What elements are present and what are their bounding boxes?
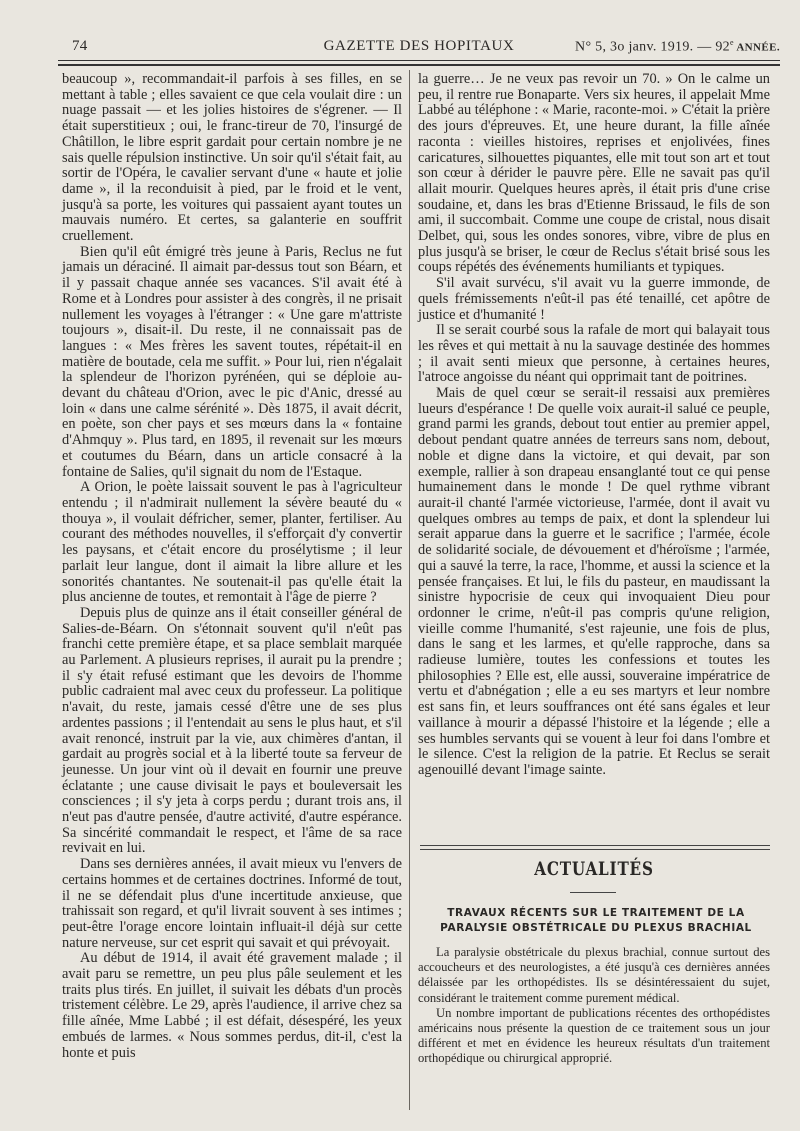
left-paragraph: Depuis plus de quinze ans il était conseiller général de Salies-de-Béarn. On s'étonnait souvent qu'il n'eût pas franchi cette première étape, et sa place semblait marquée au Parlement. A plusieurs reprises, il aurait pu la prendre ; il s'y était refusé estimant que les devoirs de l'homme public cadraient mal avec ceux du professeur. La politique n'avait, du reste, jamais cessé d'être une de ses plus ardentes passions ; il l'entendait au sens le plus haut, et s'il avait renoncé, instruit par la vie, aux chimères d'antan, il gardait au progrès social et à la liberté toute sa ferveur de jeunesse. Un jour vint où il devait en fournir une preuve éclatante ; une cause divisait le pays et bouleversait les consciences ; il s'y jeta à corps perdu ; durant trois ans, il n'eut pas d'autre pensée, d'autre activité, d'autre espérance. Sa sincérité commandait le respect, et l'âme de sa race revivait en lui. [62, 604, 402, 857]
right-paragraph: la guerre… Je ne veux pas revoir un 70. » On le calme un peu, il rentre rue Bonaparte. Vers six heures, il appelait Mme Labbé au téléphone : « Marie, raconte-moi. » C'était la prière des jours d'épreuves. Et, une heure durant, la fille aînée raconta : vieilles histoires, reprises et enjolivées, fines caricatures, silhouettes piquantes, elle mit tout son art et tout son cœur à dérider le pauvre père. Elle ne savait pas qu'il allait mourir. Quelques heures après, il était pris d'une crise soudaine, et, dans les bras d'Etienne Brissaud, le fils de son ami, il succombait. Comme une coupe de cristal, nous disait Delbet, qui, sous les ondes sonores, vibre, vibre de plus en plus jusqu'à se briser, le cœur de Reclus s'était brisé sous les coups répétés des événements humiliants et typiques. [418, 71, 770, 276]
header-rule-thick [58, 64, 780, 66]
left-paragraph: Dans ses dernières années, il avait mieux vu l'envers de certains hommes et de certaines doctrines. Informé de tout, il ne se défendait plus d'une incertitude anxieuse, que trahissait son regard, et qu'il livrait souvent à ses intimes ; peut-être l'orage encore lointain influait-il déjà sur cette nature nerveuse, sur cet esprit qui savait et qui prévoyait. [62, 856, 402, 951]
page-number: 74 [72, 38, 88, 54]
issue-date-suffix: ANNÉE. [733, 41, 780, 54]
issue-date [575, 38, 780, 56]
issue-date-sup: e [729, 38, 734, 47]
section-heading: ACTUALITÉS [534, 858, 654, 880]
journal-title: GAZETTE DES HOPITAUX [323, 38, 515, 54]
right-paragraph: S'il avait survécu, s'il avait vu la guerre immonde, de quels frémissements n'eût-il pas été tenaillé, cet apôtre de justice et d'humanité ! [418, 275, 770, 323]
left-paragraph: Bien qu'il eût émigré très jeune à Paris, Reclus ne fut jamais un déraciné. Il aimait par-dessus tout son Béarn, et il y passait chaque année ses vacances. S'il avait été à Rome et à Londres pour assister à des congrès, il ne prisait nullement les voyages à l'étranger : « Une gare m'attriste toujours », disait-il. Du reste, il ne connaissait pas de langues : « Mes frères les savent toutes, répétait-il en matière de boutade, cela me suffit. » Pour lui, rien n'égalait la splendeur de l'horizon pyrénéen, qui se déploie au-devant du château d'Orion, avec le pic d'Anic, dressé au loin « dans une calme sérénité ». Dès 1875, il avait décrit, en poète, son cher pays et ses mœurs dans la « fontaine d'Ahmquy ». Plus tard, en 1895, il revenait sur les mœurs et coutumes du Béarn, dans un article consacré à la fontaine de Salies, qu'il signait du nom de l'Estaque. [62, 243, 402, 480]
article-title: TRAVAUX RÉCENTS SUR LE TRAITEMENT DE LA PARALYSIE OBSTÉTRICALE DU PLEXUS BRACHIAL [440, 907, 752, 934]
heading-rule [570, 892, 616, 893]
article-paragraph: Un nombre important de publications récentes des orthopédistes américains nous présente la question de ce traitement sous un jour différent et met en évidence les heureux résultats d'un traitement orthopédique ou chirurgical approprié. [418, 1005, 770, 1066]
left-paragraph: beaucoup », recommandait-il parfois à ses filles, en se mettant à table ; elles savaient ce que cela voulait dire : un nuage passait — et les jolies histoires de s'égrener. — Il était superstitieux ; oui, le franc-tireur de 70, l'insurgé de Châtillon, le libre esprit gardait pour certain nombre je ne sais quelle répulsion instinctive. Un soir qu'il s'était fait, au sortir de l'Opéra, le cavalier servant d'une « haute et jolie dame », il la reconduisit à pied, par le froid et le vent, jusqu'à sa porte, les voitures qui passaient ayant toutes un mauvais numéro. Et certes, sa galanterie en souffrit cruellement. [62, 71, 402, 245]
article-body [418, 945, 770, 1067]
left-column [62, 72, 402, 1061]
issue-date-main: N° 5, 3o janv. 1919. — 92 [575, 39, 730, 55]
header-rule-thin [58, 60, 780, 61]
right-paragraph: Il se serait courbé sous la rafale de mort qui balayait tous les rêves et qui mettait à nu la sauvage destinée des hommes ; il avait senti mieux que personne, à certaines heures, l'atroce angoisse du néant qui opprimait tant de poitrines. [418, 322, 770, 386]
right-paragraph: Mais de quel cœur se serait-il ressaisi aux premières lueurs d'espérance ! De quelle voix aurait-il salué ce peuple, grand parmi les grands, debout tout entier au premier appel, debout pendant quatre années de terreurs sans nom, debout, noble et digne dans la victoire, et qui devait, par son exemple, rallier à son drapeau ensanglanté tout ce qui pense humainement dans le monde ! De quel rythme vibrant aurait-il chanté l'armée victorieuse, l'armée, dont il avait vu quelques ombres au temps de paix, et dont la splendeur lui serait apparue dans la guerre et le sacrifice ; l'armée, école de solidarité sociale, de dévouement et d'héroïsme ; l'armée, qui a sauvé la terre, la race, l'homme, et aussi la science et la pensée françaises. Et lui, le fils du pasteur, en maudissant la sinistre hypocrisie de ceux qui invoquaient Dieu pour ordonner le crime, n'eût-il pas compris qu'une religion, vieille comme l'humanité, s'est rajeunie, une fois de plus, dans le sang et les larmes, et qu'elle rapproche, dans sa radieuse lumière, toutes les confessions et toutes les philosophies ? Elle est, elle aussi, souveraine impératrice de vertu et d'abnégation ; elle a eu ses martyrs et leur nombre est sans fin, et leurs souffrances ont été sans égales et leur vaillance à mourir a dépassé l'histoire et la légende ; elle a ses humbles servants qui se vouent à leur foi dans l'ombre et le silence. C'est la religion de la patrie. Et Reclus se serait agenouillé devant l'image sainte. [418, 385, 770, 778]
page-header [58, 38, 780, 60]
left-paragraph: Au début de 1914, il avait été gravement malade ; il avait paru se remettre, un peu plus pâle seulement et les traits plus tirés. En juillet, il suivait les débats d'un procès tristement célèbre. Le 29, après l'audience, il arrive chez sa fille aînée, Mme Labbé ; il est défait, désespéré, les yeux embués de larmes. « Nous sommes perdus, dit-il, c'est la honte et puis [62, 950, 402, 1061]
article-paragraph: La paralysie obstétricale du plexus brachial, connue surtout des accoucheurs et des neurologistes, a été jusqu'à ces dernières années délaissée par les orthopédistes. Ils se désintéressaient du sujet, considérant le traitement comme purement médical. [418, 945, 770, 1005]
section-rule-top [420, 845, 770, 846]
left-paragraph: A Orion, le poète laissait souvent le pas à l'agriculteur entendu ; il n'admirait nullement la sévère beauté du « thouya », il voulait défricher, semer, planter, fertiliser. Au courant des méthodes nouvelles, il s'efforçait d'y convertir les paysans, et c'était encore du prosélytisme ; il leur parlait leur langue, dont il aimait la libre allure et les sonorités chantantes. Ne soutenait-il pas qu'elle était la plus ancienne de toutes, et remontait à l'âge de pierre ? [62, 479, 402, 606]
right-column [418, 72, 770, 779]
section-rule-bottom [420, 849, 770, 850]
column-divider [409, 70, 410, 1110]
